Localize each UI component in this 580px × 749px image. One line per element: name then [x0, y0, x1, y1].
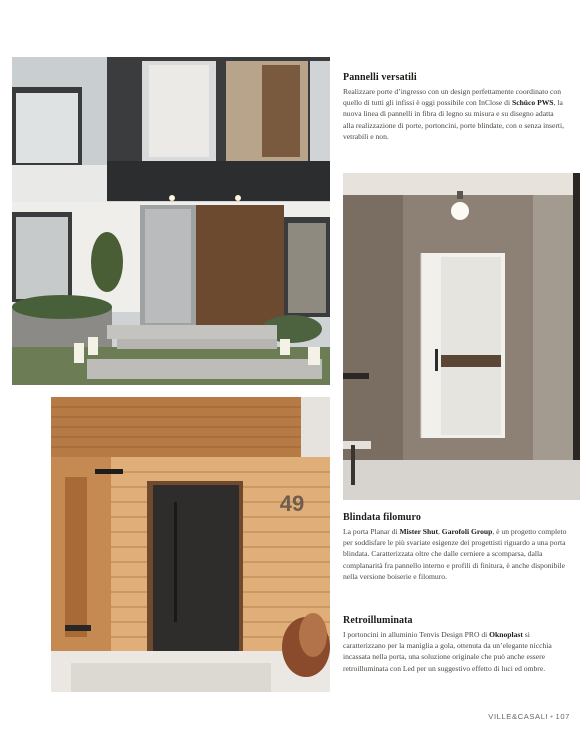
- brand-name: Schüco PWS: [511, 98, 554, 108]
- brand-name: Mister Shut: [399, 527, 438, 536]
- article-body: I portoncini in alluminio Tenvis Design PRO di Oknoplast si caratterizzano per la maniglia a gola, ottenuta da un’elegante nicchia incassata nella porta, una soluzione originale che può anche essere retroilluminata con Led per un suggestivo effetto di luci ed ombre.: [343, 630, 552, 673]
- photo-wooden-entrance: [51, 397, 330, 692]
- photo-interior-door: [343, 173, 580, 500]
- article-title: Retroilluminata: [343, 615, 413, 626]
- page-number: 107: [555, 712, 570, 721]
- article-retroilluminata: [343, 615, 565, 674]
- article-blindata-filomuro: [343, 512, 568, 582]
- page-footer: [452, 712, 570, 721]
- footer-separator: •: [550, 712, 554, 721]
- photo-house-facade: [12, 57, 330, 385]
- article-title: Pannelli versatili: [343, 72, 417, 83]
- article-pannelli-versatili: [343, 72, 565, 142]
- brand-name: Garofoli Group: [441, 527, 493, 536]
- brand-name: Oknoplast: [489, 630, 523, 639]
- article-body: Realizzare porte d’ingresso con un design perfettamente coordinato con quello di tutti gli infissi è oggi possibile con InClose di Schüco PWS, la nuova linea di pannelli in fibra di legno su misura e su disegno adatta alla realizzazione di porte, portoncini, porte blindate, con o senza inserti, vetrabili e non.: [343, 87, 564, 141]
- magazine-name: VILLE&CASALI: [488, 712, 549, 721]
- article-title: Blindata filomuro: [343, 512, 421, 523]
- article-body: La porta Planar di Mister Shut, Garofoli Group, è un progetto completo per soddisfare le più svariate esigenze dei progettisti riguardo a una porta blindata. Caratterizzata oltre che dalle cerniere a scomparsa, dalla complanarità fra pannello interno e profili di finitura, è anche disponibile nella versione boiserie e filomuro.: [343, 527, 567, 581]
- house-number: 49: [279, 491, 305, 516]
